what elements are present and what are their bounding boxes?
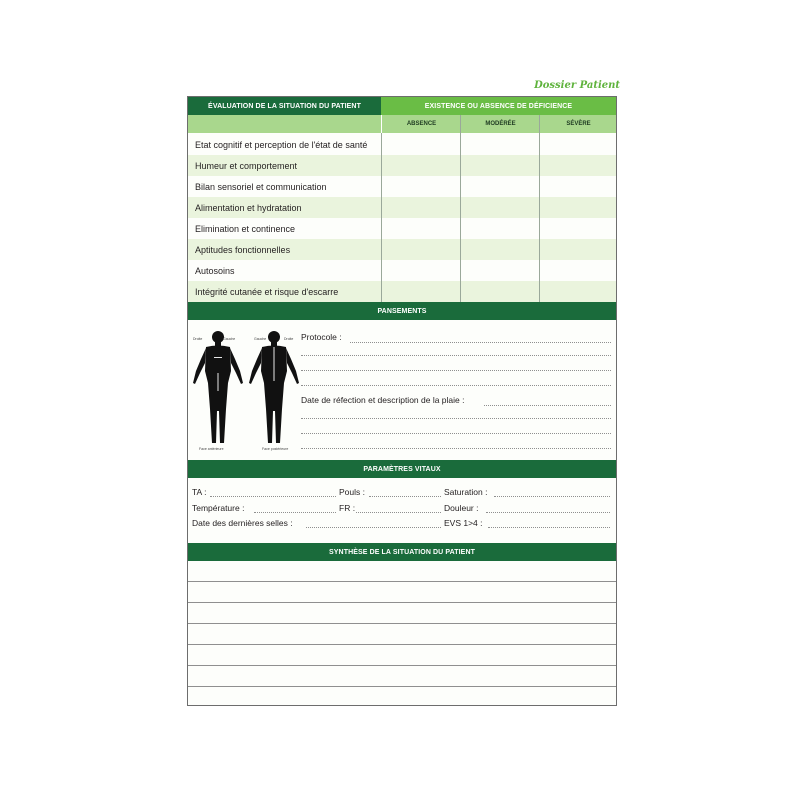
- evaluation-row: [188, 239, 616, 260]
- pouls-label: Pouls :: [339, 487, 365, 497]
- ta-label: TA :: [192, 487, 207, 497]
- douleur-label: Douleur :: [444, 503, 479, 513]
- deficiency-header: EXISTENCE OU ABSENCE DE DÉFICIENCE: [381, 97, 616, 115]
- evaluation-row-label: Humeur et comportement: [195, 160, 298, 171]
- selles-label: Date des dernières selles :: [192, 518, 293, 528]
- evaluation-row-label: Autosoins: [195, 265, 235, 276]
- refection-line[interactable]: [301, 448, 611, 449]
- evaluation-row-label: Etat cognitif et perception de l'état de santé: [195, 139, 368, 150]
- saturation-field[interactable]: [494, 496, 610, 497]
- evaluation-row-label: Aptitudes fonctionnelles: [195, 244, 291, 255]
- synthese-line[interactable]: [188, 665, 616, 666]
- protocole-line[interactable]: [301, 370, 611, 371]
- synthese-line[interactable]: [188, 623, 616, 624]
- column-divider: [381, 133, 382, 302]
- front-right-label: Droite: [193, 337, 203, 341]
- back-left-label: Gauche: [254, 337, 267, 341]
- synthese-line[interactable]: [188, 581, 616, 582]
- front-caption: Face antérieure: [199, 447, 224, 451]
- evaluation-row-label: Alimentation et hydratation: [195, 202, 302, 213]
- synthese-line[interactable]: [188, 686, 616, 687]
- evaluation-row-label: Intégrité cutanée et risque d'escarre: [195, 286, 339, 297]
- evaluation-row: [188, 260, 616, 281]
- patient-record-sheet: [187, 96, 617, 706]
- temperature-label: Température :: [192, 503, 245, 513]
- back-right-label: Droite: [284, 337, 294, 341]
- back-caption: Face postérieure: [262, 447, 289, 451]
- temperature-field[interactable]: [254, 512, 336, 513]
- pouls-field[interactable]: [369, 496, 441, 497]
- evaluation-row: [188, 281, 616, 302]
- evaluation-row: [188, 218, 616, 239]
- synthese-line[interactable]: [188, 644, 616, 645]
- column-divider: [460, 115, 461, 302]
- evaluation-row: [188, 176, 616, 197]
- refection-line[interactable]: [301, 418, 611, 419]
- fr-field[interactable]: [356, 512, 441, 513]
- synthese-line[interactable]: [188, 602, 616, 603]
- refection-field[interactable]: [484, 405, 611, 406]
- selles-field[interactable]: [306, 527, 441, 528]
- column-severe: SÉVÈRE: [539, 115, 617, 133]
- refection-label: Date de réfection et description de la plaie :: [301, 395, 465, 405]
- refection-line[interactable]: [301, 433, 611, 434]
- fr-label: FR :: [339, 503, 356, 513]
- evs-label: EVS 1>4 :: [444, 518, 483, 528]
- column-absence: ABSENCE: [381, 115, 461, 133]
- front-left-label: Gauche: [223, 337, 236, 341]
- douleur-field[interactable]: [486, 512, 610, 513]
- protocole-field[interactable]: [350, 342, 611, 343]
- ta-field[interactable]: [210, 496, 336, 497]
- evs-field[interactable]: [488, 527, 610, 528]
- evaluation-row-label: Bilan sensoriel et communication: [195, 181, 327, 192]
- synthese-header: SYNTHÈSE DE LA SITUATION DU PATIENT: [188, 543, 616, 561]
- body-diagram: [190, 325, 302, 455]
- protocole-line[interactable]: [301, 385, 611, 386]
- evaluation-header: ÉVALUATION DE LA SITUATION DU PATIENT: [188, 97, 381, 115]
- evaluation-row-label: Elimination et continence: [195, 223, 296, 234]
- evaluation-row: [188, 155, 616, 176]
- saturation-label: Saturation :: [444, 487, 488, 497]
- vitals-header: PARAMÈTRES VITAUX: [188, 460, 616, 478]
- brand-title: Dossier Patient: [534, 80, 620, 91]
- evaluation-row: [188, 134, 616, 155]
- column-header-row: [188, 115, 616, 133]
- pansements-header: PANSEMENTS: [188, 302, 616, 320]
- column-moderee: MODÉRÉE: [460, 115, 540, 133]
- evaluation-row: [188, 197, 616, 218]
- protocole-line[interactable]: [301, 355, 611, 356]
- protocole-label: Protocole :: [301, 332, 342, 342]
- column-divider: [539, 115, 540, 302]
